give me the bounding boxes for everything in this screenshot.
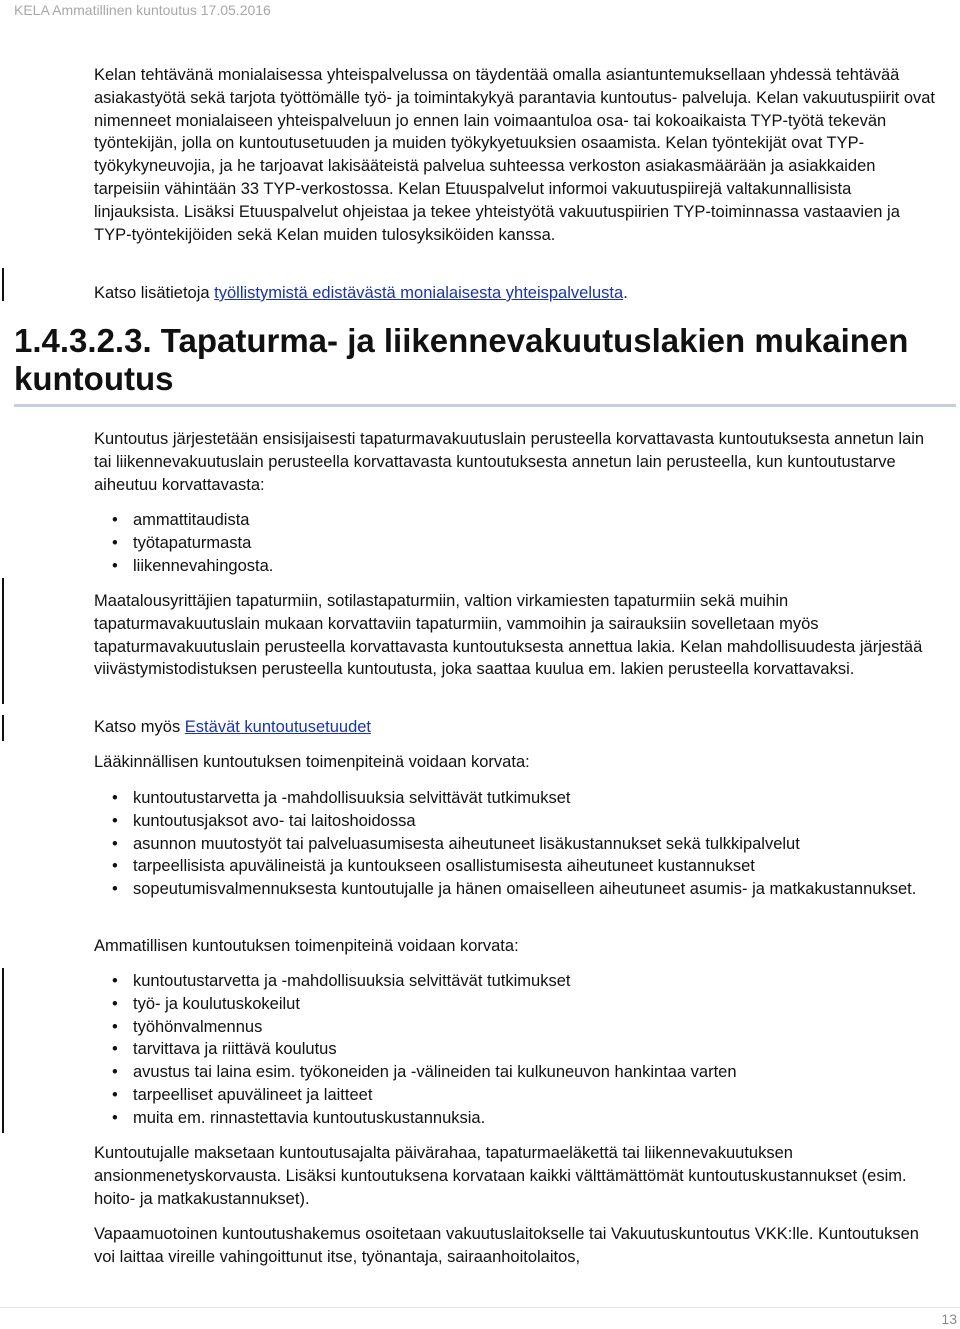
- body-paragraph-2: Maatalousyrittäjien tapaturmiin, sotilastapaturmiin, valtion virkamiesten tapaturmiin sekä muihin tapaturmavakuutuslain mukaan korvattaviin tapaturmiin, vammoihin ja sairauksiin sovelletaan myös tapaturmavakuutuslain perusteella korvattavasta kuntoutuksesta annettua lakia. Kelan mahdollisuudesta järjestää viivästymistodistuksen perusteella kuntoutusta, joka saattaa kuulua em. lakien perusteella korvattavaksi.: [94, 592, 923, 679]
- list-item: • asunnon muutostyöt tai palveluasumisesta aiheutuneet lisäkustannukset sekä tulkkipalvelut: [94, 833, 938, 856]
- body-paragraph-3: Lääkinnällisen kuntoutuksen toimenpiteinä voidaan korvata:: [94, 753, 530, 771]
- list-item: • tarpeellisista apuvälineistä ja kuntoukseen osallistumisesta aiheutuneet kustannukset: [94, 855, 938, 878]
- see-also-prefix: Katso myös: [94, 718, 185, 736]
- list-item: • työhönvalmennus: [94, 1016, 938, 1039]
- see-more-prefix: Katso lisätietoja: [94, 284, 215, 302]
- page-number: 13: [941, 1311, 957, 1327]
- body-paragraph-6: Vapaamuotoinen kuntoutushakemus osoitetaan vakuutuslaitokselle tai Vakuutuskuntoutus VKK:lle. Kuntoutuksen voi laittaa vireille vahingoittunut itse, työnantaja, sairaanhoitolaitos,: [94, 1225, 919, 1266]
- bullet-list-ammatillinen: [94, 970, 938, 1130]
- list-item: • liikennevahingosta.: [94, 555, 938, 578]
- intro-section: [94, 64, 938, 246]
- body-para-4-block: [94, 935, 938, 958]
- body-para-1-block: [94, 428, 938, 496]
- section-title: Tapaturma- ja liikennevakuutuslakien mukainen kuntoutus: [14, 322, 909, 397]
- list-item: • ammattitaudista: [94, 509, 938, 532]
- link-monialainen-yhteispalvelu[interactable]: työllistymistä edistävästä monialaisesta yhteispalvelusta: [214, 284, 624, 302]
- document-header: KELA Ammatillinen kuntoutus 17.05.2016: [14, 2, 271, 18]
- list-item: • kuntoutustarvetta ja -mahdollisuuksia selvittävät tutkimukset: [94, 970, 938, 993]
- change-bar: [2, 578, 4, 704]
- body-paragraph-1: Kuntoutus järjestetään ensisijaisesti tapaturmavakuutuslain perusteella korvattavasta kuntoutuksesta annetun lain tai liikennevakuutuslain perusteella korvattavasta kuntoutuksesta annetun lain perusteella, kun kuntoutustarve aiheutuu korvattavasta:: [94, 430, 925, 494]
- list-1-block: [94, 509, 938, 577]
- see-also-line: [94, 716, 938, 739]
- footer-divider: [0, 1307, 960, 1308]
- see-more-line: [94, 282, 938, 305]
- body-para-5-block: [94, 1142, 938, 1210]
- list-item: • sopeutumisvalmennuksesta kuntoutujalle ja hänen omaiselleen aiheutuneet asumis- ja matkakustannukset.: [94, 878, 938, 901]
- body-paragraph-4: Ammatillisen kuntoutuksen toimenpiteinä voidaan korvata:: [94, 937, 519, 955]
- body-para-3-block: [94, 751, 938, 774]
- intro-paragraph: Kelan tehtävänä monialaisessa yhteispalvelussa on täydentää omalla asiantuntemuksellaan yhdessä tehtävää asiakastyötä sekä tarjota työttömälle työ- ja toimintakykyä parantavia kuntoutus- palveluja. Kelan vakuutuspiirit ovat nimenneet monialaiseen yhteispalveluun jo ennen lain voimaantuloa osa- tai kokoaikaista TYP-työtä tekevän työntekijän, jolla on kuntoutusetuuden ja muiden työkykyetuuksien osaamista. Kelan työntekijät ovat TYP-työkykyneuvojia, ja he tarjoavat lakisääteistä palvelua suhteessa verkoston asiakasmäärään ja asiakkaiden tarpeisiin vähintään 33 TYP-verkostossa. Kelan Etuuspalvelut informoi vakuutuspiirejä valtakunnallisista linjauksista. Lisäksi Etuuspalvelut ohjeistaa ja tekee yhteistyötä vakuutuspiirien TYP-toiminnassa vastaavien ja TYP-työntekijöiden sekä Kelan muiden tulosyksiköiden kanssa.: [94, 66, 936, 244]
- change-bar: [2, 268, 4, 301]
- list-item: • kuntoutusjaksot avo- tai laitoshoidossa: [94, 810, 938, 833]
- body-para-6-block: [94, 1223, 938, 1269]
- list-item: • kuntoutustarvetta ja -mahdollisuuksia selvittävät tutkimukset: [94, 787, 938, 810]
- list-item: • avustus tai laina esim. työkoneiden ja -välineiden tai kulkuneuvon hankintaa varten: [94, 1061, 938, 1084]
- link-estavat-kuntoutusetuudet[interactable]: Estävät kuntoutusetuudet: [184, 718, 372, 736]
- body-para-2-block: [94, 590, 938, 681]
- list-item: • tarpeelliset apuvälineet ja laitteet: [94, 1084, 938, 1107]
- change-bar: [2, 968, 4, 1133]
- see-more-suffix: .: [623, 284, 628, 302]
- list-3-block: [94, 970, 938, 1130]
- change-bar: [2, 715, 4, 741]
- section-number: 1.4.3.2.3.: [14, 322, 152, 359]
- list-item: • työ- ja koulutuskokeilut: [94, 993, 938, 1016]
- bullet-list-laakinnallinen: [94, 787, 938, 901]
- list-item: • tarvittava ja riittävä koulutus: [94, 1038, 938, 1061]
- list-item: • työtapaturmasta: [94, 532, 938, 555]
- section-heading: [14, 322, 934, 398]
- heading-divider: [14, 404, 956, 407]
- list-2-block: [94, 787, 938, 901]
- list-item: • muita em. rinnastettavia kuntoutuskustannuksia.: [94, 1107, 938, 1130]
- body-paragraph-5: Kuntoutujalle maksetaan kuntoutusajalta päivärahaa, tapaturmaeläkettä tai liikennevakuutuksen ansionmenetyskorvausta. Lisäksi kuntoutuksena korvataan kaikki välttämättömät kuntoutuskustannukset (esim. hoito- ja matkakustannukset).: [94, 1144, 907, 1208]
- bullet-list-korvattavat: [94, 509, 938, 577]
